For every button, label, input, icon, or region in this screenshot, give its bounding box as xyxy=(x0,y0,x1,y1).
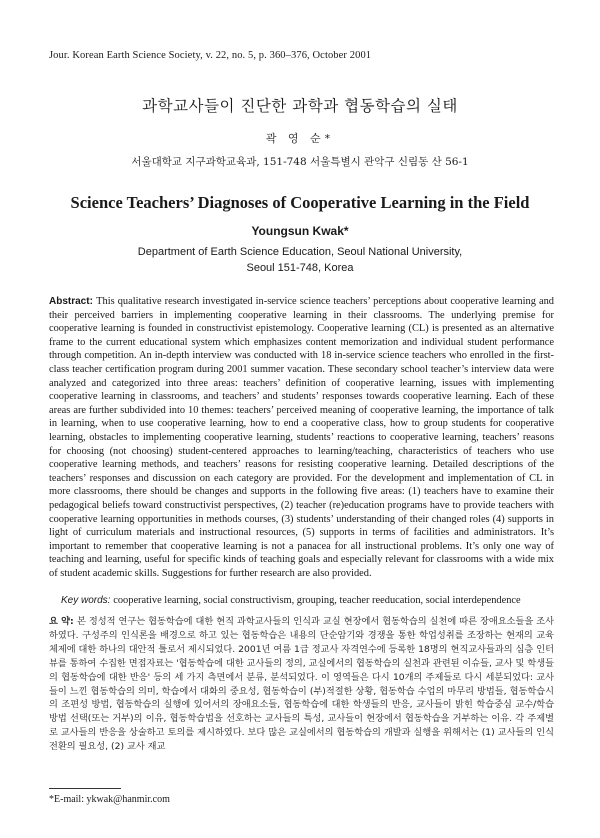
keywords-label: Key words: xyxy=(61,595,114,606)
keywords xyxy=(61,594,554,607)
abstract-text: This qualitative research investigated in-service science teachers’ perceptions about cooperative learning and their perceived barriers in implementing cooperative learning in their classrooms. The underlying premise for cooperative learning is founded in constructivist epistemology. Cooperative learning (CL) is presented as an alternative frame to the current educational system which emphasizes content memorization and individual student performance through competition. An in-depth interview was conducted with 18 in-service science teachers who enrolled in the first-class teacher certification program during 2001 summer vacation. These secondary school teacher’s interview data were analyzed and categorized into three areas: teachers’ definition of cooperative learning, issues with implementing cooperative learning in classrooms, and teachers’ and students’ responses towards cooperative learning. Each of these areas are further subdivided into 10 themes: teachers’ perceived meaning of cooperative learning, the importance of talk in learning, when to use cooperative learning, how to end a cooperative class, how to group students for cooperative learning, obstacles to implementing cooperative learning, students’ reactions to cooperative learning, teachers’ reasons for choosing (not choosing) student-centered approaches to learning/teaching, characteristics of teachers who use cooperative learning methods, and teachers’ reasons for resisting cooperative learning. Detailed descriptions of the teachers’ responses and discussion on each category are provided. For the development and implementation of CL in more classrooms, there should be changes and supports in the following five areas: (1) teachers have to examine their pedagogical beliefs toward constructivist perspectives, (2) teacher (re)education programs have to provide teachers with cooperative learning opportunities in methods courses, (3) students’ understanding of their changed roles (4) supports in light of curriculum materials and instructional resources, (5) supports in terms of facilities and administrators. It’s important to remember that cooperative learning is not a panacea for all instructional problems. It’s only one way of teaching and learning, useful for specific kinds of teaching goals and especially relevant for classrooms with a wide mix of student academic skills. Suggestions for further research are also provided. xyxy=(49,296,554,579)
korean-author: 곽 영 순* xyxy=(265,132,335,145)
footnote-email: *E-mail: ykwak@hanmir.com xyxy=(49,794,170,805)
korean-title: 과학교사들이 진단한 과학과 협동학습의 실태 xyxy=(142,97,458,115)
affiliation-line-1: Department of Earth Science Education, Seoul National University, xyxy=(137,246,463,258)
english-title: Science Teachers’ Diagnoses of Cooperative Learning in the Field xyxy=(70,193,530,212)
abstract-label: Abstract: xyxy=(49,296,97,307)
korean-affiliation: 서울대학교 지구과학교육과, 151-748 서울특별시 관악구 신림동 산 56-1 xyxy=(131,156,469,168)
korean-abstract-text: 본 정성적 연구는 협동학습에 대한 현직 과학교사들의 인식과 교실 현장에서 협동학습의 실천에 따른 장애요소들을 조사하였다. 구성주의 인식론을 배경으로 하고 있는 협동학습은 내용의 단순암기와 경쟁을 통한 학업성취를 조장하는 현재의 교육체제에 대한 하나의 대안적 틀로서 제시되었다. 2001년 여름 1급 정교사 자격연수에 등록한 18명의 현직교사들과의 심층 인터뷰를 통하여 수집한 면접자료는 '협동학습에 대한 교사들의 정의, 교실에서의 협동학습의 실천과 관련된 이슈들, 교사 및 학생들의 협동학습에 대한 반응' 등의 세 가지 측면에서 분류, 분석되었다. 이 영역들은 다시 10개의 주제들로 다시 세분되었다: 교사들이 느낀 협동학습의 의미, 학습에서 대화의 중요성, 협동학습이 (부)적절한 상황, 협동학습 수업의 마무리 방법들, 협동학습시의 조편성 방법, 협동학습의 실행에 있어서의 장애요소들, 협동학습에 대한 학생들의 반응, 교사들이 밝힌 학습중심 교수/학습 방법 선택(또는 거부)의 이유, 협동학습법을 선호하는 교사들의 특성, 교사들이 현장에서 협동학습을 거부하는 이유. 각 주제별로 교사들의 반응을 상술하고 토의를 제시하였다. 보다 많은 교실에서의 협동학습의 개발과 실행을 위해서는 (1) 교사들의 인식 전환의 필요성, (2) 교사 재교 xyxy=(49,616,554,753)
affiliation-line-2: Seoul 151-748, Korea xyxy=(246,262,354,274)
english-abstract xyxy=(49,295,554,580)
journal-citation: Jour. Korean Earth Science Society, v. 22, no. 5, p. 360–376, October 2001 xyxy=(49,50,372,61)
keywords-text: cooperative learning, social constructivism, grouping, teacher reeducation, social interdependence xyxy=(113,595,521,606)
english-affiliation xyxy=(0,244,600,276)
korean-abstract xyxy=(49,615,554,754)
korean-abstract-label: 요 약: xyxy=(49,616,77,627)
footnote-divider xyxy=(49,788,121,789)
english-author: Youngsun Kwak* xyxy=(251,224,349,238)
